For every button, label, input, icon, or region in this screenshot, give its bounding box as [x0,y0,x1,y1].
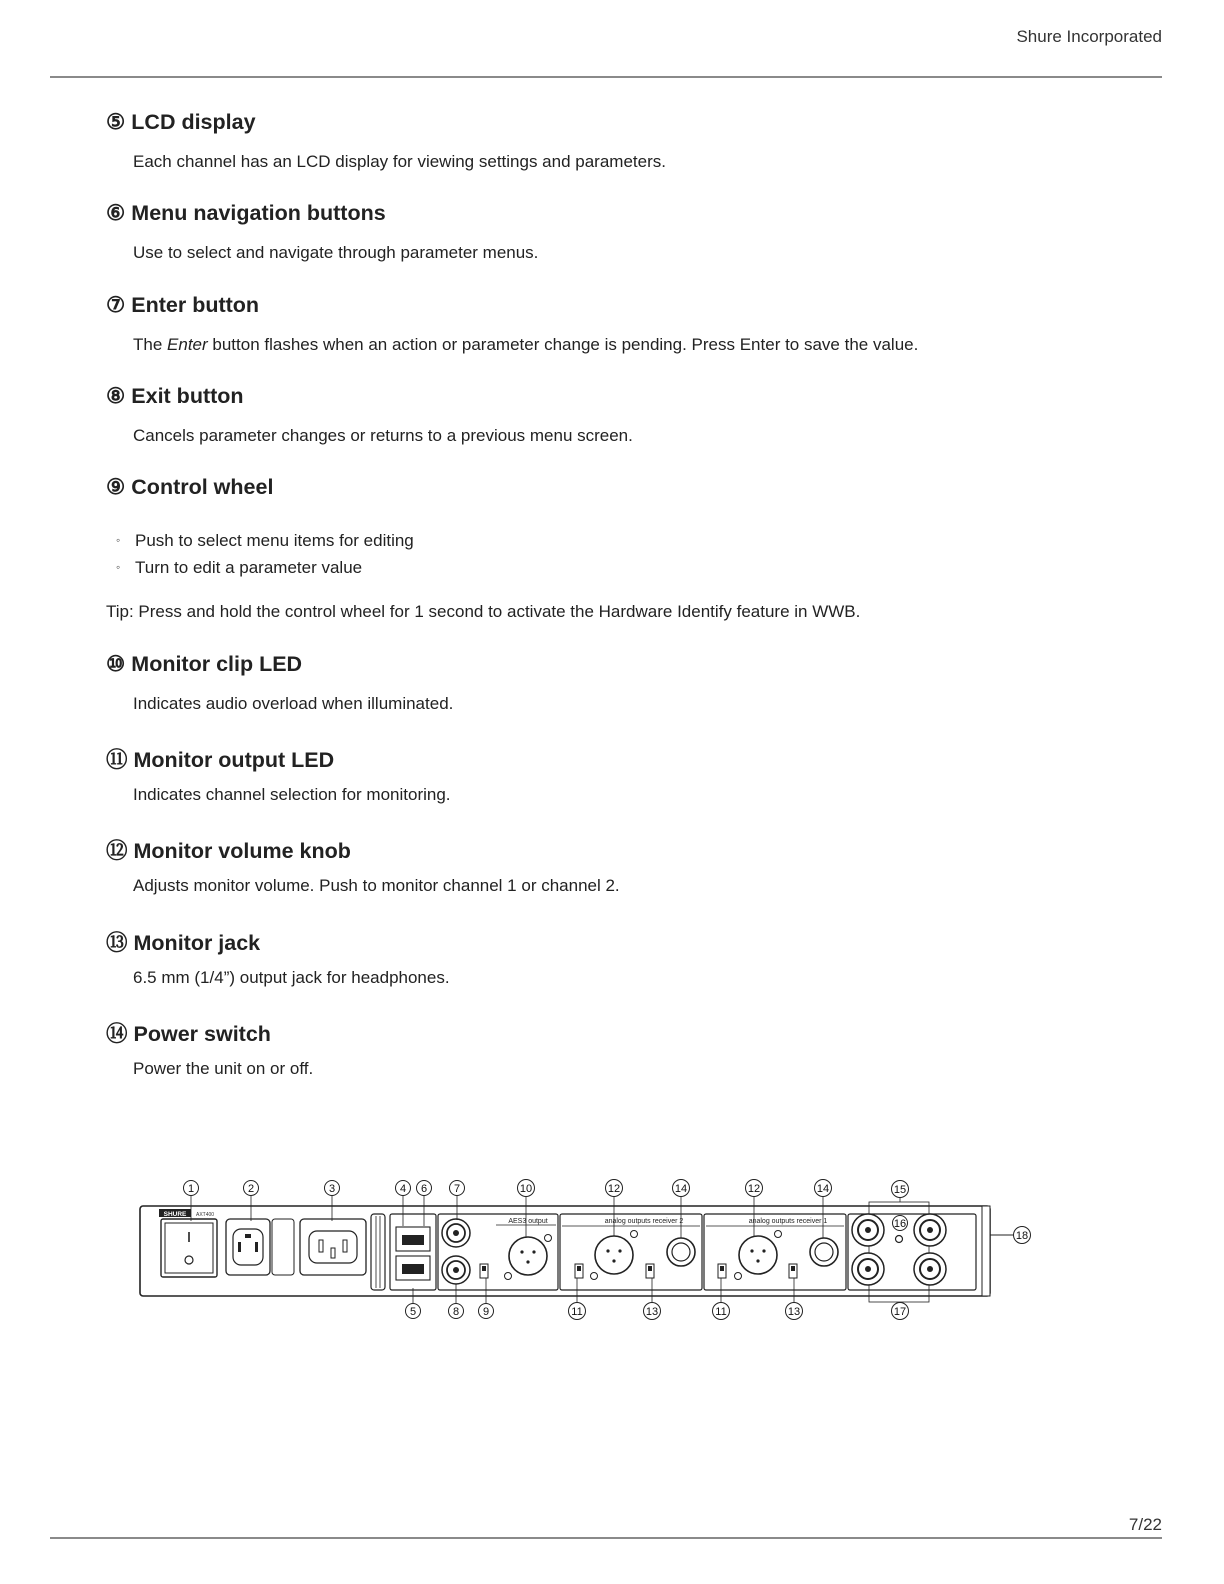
xlr-connector [595,1236,633,1274]
callout [518,1180,535,1197]
page-number: 7/22 [1128,1515,1162,1534]
section-number: ⑬ [106,931,128,955]
section-title-monitor-output-led [106,743,334,774]
section-title-enter-button [106,293,259,318]
callout-label: 13 [645,1306,659,1318]
callout-label: 8 [452,1306,460,1318]
callout [786,1303,803,1320]
receiver-1-label: analog outputs receiver 1 [748,1218,828,1225]
xlr-connector [739,1236,777,1274]
section-title-text: Power switch [133,1022,271,1046]
bullet-icon: ◦ [116,533,121,547]
footer-rule [50,1537,1162,1539]
callout [450,1181,465,1196]
callout-label: 15 [893,1184,907,1196]
rear-panel-diagram [136,1176,1036,1326]
list-item-text: Push to select menu items for editing [135,531,414,550]
header-rule [50,76,1162,78]
rack-ear [982,1206,990,1296]
callout-label: 17 [893,1306,907,1318]
section-title-text: Enter button [131,293,260,317]
callout-label: 9 [482,1306,490,1318]
section-number: ⑪ [106,748,128,772]
callout-label: 11 [571,1306,583,1318]
section-title-text: Exit button [131,384,244,408]
list-item-text: Turn to edit a parameter value [135,558,363,577]
section-title-monitor-clip-led [106,652,302,677]
brand-logo-text: SHURE [163,1211,187,1218]
callout [396,1181,411,1196]
callout [325,1181,340,1196]
section-number: ⑫ [106,839,128,863]
callout [479,1304,494,1319]
blank-plate [272,1219,294,1275]
section-number: ⑨ [106,475,126,499]
section-text-enter-button [133,335,918,355]
callout [892,1303,909,1320]
callout-label: 16 [893,1218,907,1230]
section-title-lcd-display [106,110,256,135]
callout [746,1180,763,1197]
callout-label: 14 [674,1183,688,1195]
section-title-text: Control wheel [131,475,274,499]
callout-label: 3 [328,1183,336,1195]
callout-label: 5 [409,1306,417,1318]
section-title-text: Monitor output LED [133,748,335,772]
callout [673,1180,690,1197]
callout [606,1180,623,1197]
section-text-monitor-jack: 6.5 mm (1/4”) output jack for headphones. [133,968,450,987]
section-title-text: Monitor volume knob [133,839,351,863]
callout [892,1181,909,1198]
list-item [116,558,362,578]
callout [893,1216,908,1231]
section-number: ⑥ [106,201,126,225]
aes3-output-label: AES3 output [508,1218,548,1225]
callout [417,1181,432,1196]
section-text-exit-button: Cancels parameter changes or returns to a previous menu screen. [133,426,633,445]
callout-label: 13 [787,1306,801,1318]
callout [449,1304,464,1319]
section-title-monitor-jack [106,926,260,957]
section-number: ⑤ [106,110,126,134]
bullet-icon: ◦ [116,560,121,574]
callout-label: 12 [607,1183,621,1195]
callout [569,1303,586,1320]
section-text-monitor-output-led: Indicates channel selection for monitoring. [133,785,451,804]
power-switch [165,1223,213,1273]
section-number: ⑭ [106,1022,128,1046]
section-title-text: Monitor clip LED [131,652,303,676]
section-text-power-switch: Power the unit on or off. [133,1059,314,1078]
section-text-lcd-display: Each channel has an LCD display for viewing settings and parameters. [133,152,666,171]
section-text-monitor-clip-led: Indicates audio overload when illuminated. [133,694,454,713]
section-title-text: Menu navigation buttons [131,201,386,225]
section-number: ⑧ [106,384,126,408]
section-title-power-switch [106,1017,271,1048]
callout [244,1181,259,1196]
callout-label: 12 [747,1183,761,1195]
section-title-control-wheel [106,475,273,500]
xlr-connector [509,1237,547,1275]
section-title-text: Monitor jack [133,931,261,955]
tip-text: Tip: Press and hold the control wheel for 1 second to activate the Hardware Identify feature in WWB. [106,602,861,621]
callout-label: 11 [715,1306,727,1318]
callout-label: 14 [816,1183,830,1195]
callout [184,1181,199,1196]
header-company-name: Shure Incorporated [1016,27,1162,46]
list-item [116,531,414,551]
callout-label: 1 [187,1183,195,1195]
section-title-exit-button [106,384,244,409]
callout-label: 18 [1015,1230,1029,1242]
callout [713,1303,730,1320]
callout-label: 4 [399,1183,407,1195]
callout-label: 6 [420,1183,428,1195]
section-number: ⑩ [106,652,126,676]
bias-led-icon [896,1236,903,1243]
receiver-2-label: analog outputs receiver 2 [604,1218,684,1225]
section-number: ⑦ [106,293,126,317]
emphasis-enter: Enter [167,335,208,354]
callout [815,1180,832,1197]
callout [1014,1227,1031,1244]
section-title-monitor-volume-knob [106,834,351,865]
callout [406,1304,421,1319]
section-title-text: LCD display [131,110,256,134]
callout-label: 2 [247,1183,255,1195]
callout [644,1303,661,1320]
callout-label: 10 [519,1183,533,1195]
text-segment: The [133,335,168,354]
text-segment: button flashes when an action or parameter change is pending. Press Enter to save the value. [207,335,919,354]
section-text-menu-navigation: Use to select and navigate through parameter menus. [133,243,539,262]
model-label: AXT400 [196,1212,215,1218]
section-title-menu-navigation [106,201,386,226]
section-text-monitor-volume-knob: Adjusts monitor volume. Push to monitor channel 1 or channel 2. [133,876,620,895]
callout-label: 7 [453,1183,461,1195]
